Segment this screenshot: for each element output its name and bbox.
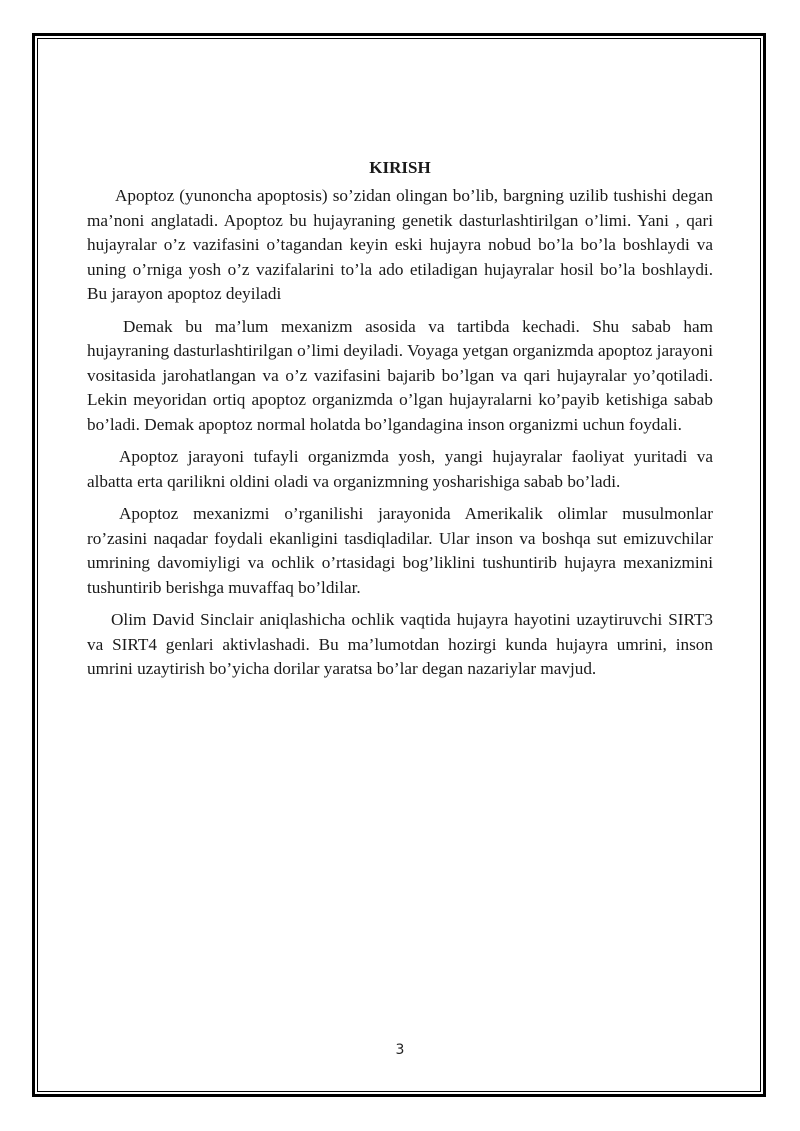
document-title: KIRISH	[369, 158, 431, 177]
paragraph-2: Demak bu ma’lum mexanizm asosida va tartibda kechadi. Shu sabab ham hujayraning dasturlashtirilgan o’limi deyiladi. Voyaga yetgan organizmda apoptoz jarayoni vositasida jarohatlangan va o’z vazifasini bajarib bo’lgan va qari hujayralar yo’qotiladi. Lekin meyoridan ortiq apoptoz organizmda o’lgan hujayralarni ko’payib ketishiga sabab bo’ladi. Demak apoptoz normal holatda bo’lgandagina inson organizmi uchun foydali.	[87, 316, 713, 434]
paragraph-3: Apoptoz jarayoni tufayli organizmda yosh, yangi hujayralar faoliyat yuritadi va albatta erta qarilikni oldini oladi va organizmning yosharishiga sabab bo’ladi.	[87, 447, 713, 491]
document-body	[87, 156, 713, 690]
page-number: 3	[395, 1042, 405, 1058]
paragraph-1: Apoptoz (yunoncha apoptosis) so’zidan olingan bo’lib, bargning uzilib tushishi degan ma’noni anglatadi. Apoptoz bu hujayraning genetik dasturlashtirilgan o’limi. Yani , qari hujayralar o’z vazifasini o’tagandan keyin eski hujayra nobud bo’la bo’la boshlaydi va uning o’rniga yosh o’z vazifalarini to’la ado etiladigan hujayralar hosil bo’la boshlaydi. Bu jarayon apoptoz deyiladi	[87, 186, 713, 303]
paragraph-5: Olim David Sinclair aniqlashicha ochlik vaqtida hujayra hayotini uzaytiruvchi SIRT3 va SIRT4 genlari aktivlashadi. Bu ma’lumotdan hozirgi kunda hujayra umrini, inson umrini uzaytirish bo’yicha dorilar yaratsa bo’lar degan nazariylar mavjud.	[87, 610, 713, 678]
paragraph-4: Apoptoz mexanizmi o’rganilishi jarayonida Amerikalik olimlar musulmonlar ro’zasini naqadar foydali ekanligini tasdiqladilar. Ular inson va boshqa sut emizuvchilar umrining davomiyligi va ochlik o’rtasidagi bog’liklini tushuntirib hujayra mexanizmini tushuntirib berishga muvaffaq bo’ldilar.	[87, 504, 713, 597]
